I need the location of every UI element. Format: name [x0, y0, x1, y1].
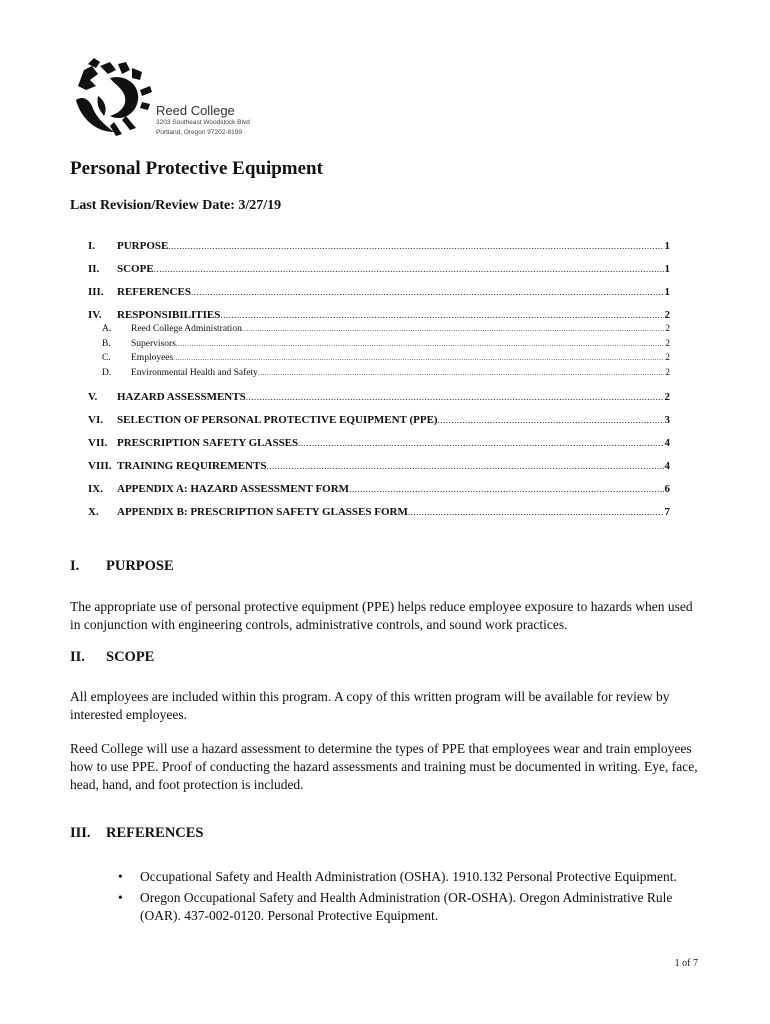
- toc-page-number: 2: [665, 338, 670, 349]
- toc-page-number: 2: [664, 391, 670, 403]
- toc-label: RESPONSIBILITIES: [117, 309, 221, 321]
- toc-number: A.: [102, 324, 112, 334]
- org-address-line2: Portland, Oregon 97202-8199: [156, 129, 243, 136]
- toc-number: VII.: [88, 437, 108, 449]
- revision-date: Last Revision/Review Date: 3/27/19: [70, 198, 282, 213]
- toc-number: VIII.: [88, 460, 112, 472]
- toc-entry[interactable]: [88, 309, 670, 324]
- bullet-icon: •: [118, 890, 123, 905]
- reed-college-logo: [70, 56, 270, 140]
- toc-page-number: 2: [665, 367, 670, 378]
- section-number: I.: [70, 558, 80, 574]
- toc-leader-dots: [168, 241, 663, 251]
- toc-number: I.: [88, 240, 96, 252]
- toc-label: Supervisors: [131, 338, 176, 349]
- toc-entry[interactable]: [88, 391, 670, 414]
- toc-number: III.: [88, 286, 104, 298]
- toc-leader-dots: [349, 484, 663, 494]
- toc-entry[interactable]: [88, 483, 670, 506]
- section-title: PURPOSE: [106, 558, 174, 574]
- toc-entry[interactable]: [88, 286, 670, 309]
- toc-subentry[interactable]: [88, 353, 670, 368]
- toc-leader-dots: [298, 438, 663, 448]
- toc-number: B.: [102, 338, 111, 349]
- toc-leader-dots: [173, 354, 664, 362]
- scope-paragraph-1: All employees are included within this program. A copy of this written program will be available for review by interested employees.: [70, 689, 670, 722]
- toc-entry[interactable]: [88, 506, 670, 529]
- toc-leader-dots: [438, 415, 664, 425]
- toc-page-number: 4: [664, 437, 670, 449]
- toc-number: IV.: [88, 309, 102, 321]
- bullet-icon: •: [118, 869, 123, 884]
- toc-label: APPENDIX B: PRESCRIPTION SAFETY GLASSES FORM: [117, 506, 408, 518]
- toc-entry[interactable]: [88, 240, 670, 263]
- toc-number: X.: [88, 506, 99, 518]
- org-address-line1: 3203 Southeast Woodstock Blvd: [156, 119, 250, 126]
- section-title: SCOPE: [106, 649, 155, 665]
- toc-page-number: 7: [664, 506, 670, 518]
- toc-spacer: [88, 382, 670, 391]
- toc-number: IX.: [88, 483, 103, 495]
- toc-leader-dots: [258, 369, 664, 377]
- toc-page-number: 4: [664, 460, 670, 472]
- toc-leader-dots: [246, 392, 664, 402]
- toc-label: Environmental Health and Safety: [131, 367, 258, 378]
- toc-page-number: 6: [664, 483, 670, 495]
- table-of-contents: [88, 240, 670, 529]
- toc-leader-dots: [408, 507, 664, 517]
- toc-entry[interactable]: [88, 437, 670, 460]
- toc-page-number: 2: [664, 309, 670, 321]
- document-title: Personal Protective Equipment: [70, 158, 323, 179]
- reference-item: [118, 889, 698, 925]
- toc-number: V.: [88, 391, 98, 403]
- griffin-logo-icon: [70, 56, 156, 140]
- toc-number: VI.: [88, 414, 103, 426]
- reference-text: Oregon Occupational Safety and Health Administration (OR-OSHA). Oregon Administrative Rule (OAR). 437-002-0120. Personal Protective Equipment.: [140, 890, 673, 923]
- section-heading-scope: [70, 649, 154, 666]
- toc-number: II.: [88, 263, 100, 275]
- toc-subentry[interactable]: [88, 324, 670, 339]
- section-title: REFERENCES: [106, 825, 204, 841]
- section-heading-purpose: [70, 558, 174, 575]
- page-number: 1 of 7: [674, 958, 698, 969]
- toc-page-number: 2: [665, 324, 670, 334]
- toc-label: PRESCRIPTION SAFETY GLASSES: [117, 437, 299, 449]
- section-heading-references: [70, 825, 204, 842]
- section-number: III.: [70, 825, 91, 841]
- toc-leader-dots: [266, 461, 663, 471]
- purpose-paragraph: The appropriate use of personal protective equipment (PPE) helps reduce employee exposure to hazards when used in conjunction with engineering controls, administrative controls, and sound work practices.: [70, 599, 693, 632]
- toc-page-number: 1: [664, 286, 670, 298]
- scope-paragraph-2: Reed College will use a hazard assessment to determine the types of PPE that employees wear and train employees how to use PPE. Proof of conducting the hazard assessments and training must be documented in writing. Eye, face, head, hand, and foot protection is included.: [70, 741, 698, 792]
- toc-label: SELECTION OF PERSONAL PROTECTIVE EQUIPMENT (PPE): [117, 414, 438, 426]
- org-name: Reed College: [156, 103, 235, 118]
- toc-subentry[interactable]: [88, 368, 670, 383]
- toc-leader-dots: [220, 310, 663, 320]
- toc-label: HAZARD ASSESSMENTS: [117, 391, 246, 403]
- toc-label: Employees: [131, 353, 174, 363]
- toc-page-number: 1: [664, 240, 670, 252]
- toc-label: Reed College Administration: [131, 324, 242, 334]
- toc-leader-dots: [191, 287, 664, 297]
- toc-label: APPENDIX A: HAZARD ASSESSMENT FORM: [117, 483, 350, 495]
- toc-leader-dots: [176, 340, 664, 348]
- toc-entry[interactable]: [88, 414, 670, 437]
- org-block: [156, 103, 250, 138]
- toc-number: C.: [102, 353, 111, 363]
- toc-page-number: 1: [664, 263, 670, 275]
- toc-leader-dots: [154, 264, 664, 274]
- references-list: [118, 868, 698, 928]
- toc-label: TRAINING REQUIREMENTS: [117, 460, 267, 472]
- toc-entry[interactable]: [88, 460, 670, 483]
- toc-leader-dots: [242, 325, 664, 333]
- toc-label: SCOPE: [117, 263, 154, 275]
- reference-text: Occupational Safety and Health Administration (OSHA). 1910.132 Personal Protective Equipment.: [140, 869, 677, 884]
- toc-label: REFERENCES: [117, 286, 191, 298]
- toc-number: D.: [102, 367, 112, 378]
- section-number: II.: [70, 649, 85, 665]
- toc-subentry[interactable]: [88, 339, 670, 354]
- toc-label: PURPOSE: [117, 240, 169, 252]
- toc-page-number: 2: [665, 353, 670, 363]
- reference-item: [118, 868, 698, 886]
- toc-entry[interactable]: [88, 263, 670, 286]
- toc-page-number: 3: [664, 414, 670, 426]
